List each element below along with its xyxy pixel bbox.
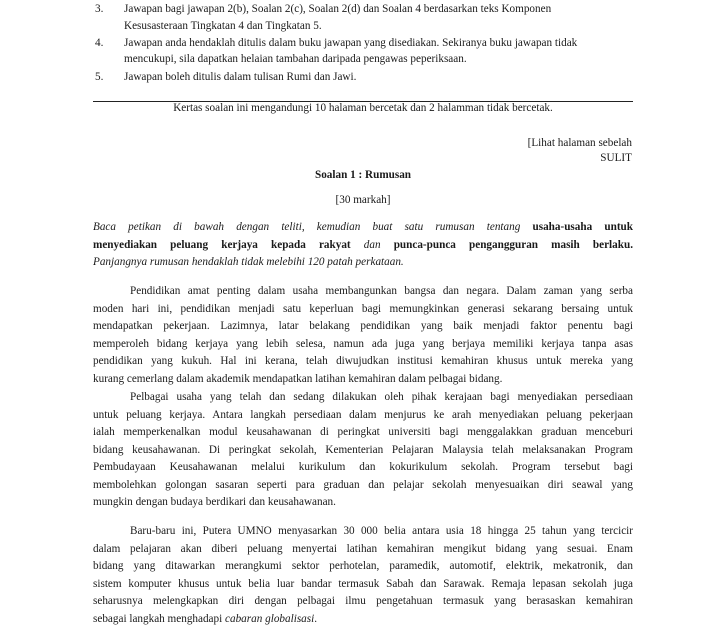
turn-over-note: [Lihat halaman sebelah <box>527 137 632 149</box>
paragraph-line: mungkin dengan budaya berdikari dan keusahawanan. <box>93 496 336 508</box>
instruction-line: Baca petikan di bawah dengan teliti, kemudian buat satu rumusan tentang usaha-usaha untuk <box>93 221 633 233</box>
question-title: Soalan 1 : Rumusan <box>314 169 412 181</box>
summary-topic-1: usaha-usaha untuk <box>532 221 633 233</box>
paragraph-line: bidang yang ditawarkan merangkumi sektor perhotelan, paramedik, automotif, elektrik, mekatronik, dan <box>93 560 633 572</box>
paragraph-line: bidang keusahawanan. Di peringkat sekolah, Kementerian Pelajaran Malaysia telah melaksanakan Program <box>93 443 633 456</box>
paragraph-line: moden hari ini, pendidikan menjadi satu keperluan bagi memungkinkan generasi sekarang bersaing untuk <box>93 302 633 315</box>
paragraph-line: untuk peluang kerjaya. Antara langkah persediaan dalam menjurus ke arah menyediakan peluang pekerjaan <box>93 408 633 421</box>
instruction-number: 3. <box>95 3 104 15</box>
paragraph-line: dalam pelajaran akan diberi peluang menyertai latihan kemahiran mengikut bidang yang sesuai. Enam <box>93 542 633 555</box>
paragraph-line: ialah memperkenalkan modul keusahawanan di peringkat universiti bagi menggalakkan graduan menceburi <box>93 426 633 438</box>
instruction-line: Jawapan bagi jawapan 2(b), Soalan 2(c), Soalan 2(d) dan Soalan 4 berdasarkan teks Komponen <box>124 3 552 15</box>
paragraph-line: kurang cemerlang dalam akademik mendapatkan latihan kemahiran dalam pelbagai bidang. <box>93 372 503 385</box>
paragraph-line: Baru-baru ini, Putera UMNO menyasarkan 30 000 belia antara usia 18 hingga 25 tahun yang tercicir <box>130 525 633 537</box>
paragraph-line: sistem komputer khusus untuk belia luar bandar termasuk Sabah dan Sarawak. Remaja lepasan sekolah juga <box>93 577 633 590</box>
passage-paragraph-3 <box>93 523 633 628</box>
passage-paragraph-1 <box>93 283 633 388</box>
instruction-line: menyediakan peluang kerjaya kepada rakyat dan punca-punca pengangguran masih berlaku. <box>93 238 633 251</box>
paragraph-line: Pembudayaan Keusahawanan melalui kurikulum dan kokurikulum sekolah. Program tersebut bagi <box>93 461 633 473</box>
paragraph-line: memperoleh bidang kerjaya yang lebih selesa, namun ada juga yang berjaya memiliki kerjaya tanpa asas <box>93 337 633 350</box>
paragraph-line: Pendidikan amat penting dalam usaha membangunkan bangsa dan negara. Dalam zaman yang serba <box>130 285 633 297</box>
paragraph-line: membolehkan golongan sasaran seperti para graduan dan pelajar sekolah menyesuaikan diri seawal yang <box>93 478 633 491</box>
marks-label: [30 markah] <box>335 194 391 206</box>
page-count-note: Kertas soalan ini mengandungi 10 halaman bercetak dan 2 halamman tidak bercetak. <box>173 102 553 114</box>
paragraph-line: Pelbagai usaha yang telah dan sedang dilakukan oleh pihak kerajaan bagi menyediakan persediaan <box>130 391 633 403</box>
instruction-line: Panjangnya rumusan hendaklah tidak melebihi 120 patah perkataan. <box>93 256 404 268</box>
emphasis-term: cabaran globalisasi <box>225 612 315 625</box>
instruction-line: Jawapan anda hendaklah ditulis dalam buku jawapan yang disediakan. Sekiranya buku jawapan tidak <box>124 37 578 49</box>
instruction-line: Jawapan boleh ditulis dalam tulisan Rumi dan Jawi. <box>124 71 357 83</box>
instruction-line: mencukupi, sila dapatkan helaian tambahan daripada pengawas peperiksaan. <box>124 53 467 65</box>
paragraph-line: sebagai langkah menghadapi cabaran globalisasi. <box>93 612 318 625</box>
instruction-number: 4. <box>95 37 104 49</box>
summary-topic-2: punca-punca pengangguran masih berlaku <box>393 238 631 251</box>
paragraph-line: seharusnya melengkapkan diri dengan pelbagai ilmu pengetahuan termasuk yang berasaskan kemahiran <box>93 595 633 607</box>
paragraph-line: mendapatkan pekerjaan. Lazimnya, latar belakang pendidikan yang baik menjadi faktor penentu bagi <box>93 320 633 332</box>
question-instruction <box>93 219 633 272</box>
paragraph-line: pendidikan yang kukuh. Hal ini kerana, telah diwujudkan institusi kemahiran khusus untuk mereka yang <box>93 355 633 367</box>
summary-topic-1: menyediakan peluang kerjaya kepada rakyat <box>93 238 351 251</box>
passage-paragraph-2 <box>93 389 633 512</box>
classification-label: SULIT <box>600 152 632 164</box>
instruction-number: 5. <box>95 71 104 83</box>
instruction-line: Kesusasteraan Tingkatan 4 dan Tingkatan 5. <box>124 20 322 32</box>
